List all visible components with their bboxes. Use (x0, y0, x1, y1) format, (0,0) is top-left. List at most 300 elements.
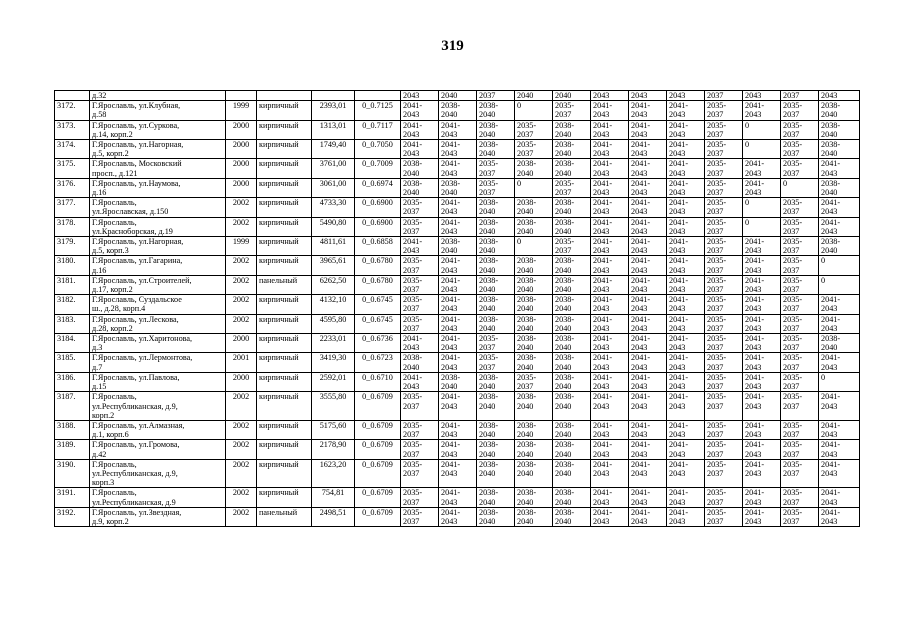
period-cell: 2041- 2043 (591, 237, 629, 256)
table-row (55, 334, 860, 353)
period-cell: 2035- 2037 (553, 101, 591, 120)
period-cell: 2041- 2043 (439, 507, 477, 526)
period-cell: 2035- 2037 (705, 459, 743, 488)
period-cell: 2041- 2043 (743, 178, 781, 197)
wall-material-cell: кирпичный (257, 420, 312, 439)
period-cell: 0 (819, 275, 860, 294)
period-cell: 2041- 2043 (743, 353, 781, 372)
area-cell: 3061,00 (312, 178, 355, 197)
period-cell: 2041- 2043 (629, 488, 667, 507)
address-cell: Г.Ярославль, ул.Республиканская, д.9 (90, 488, 226, 507)
period-cell: 2041- 2043 (629, 256, 667, 275)
period-cell: 2038- 2040 (477, 275, 515, 294)
wall-material-cell: кирпичный (257, 140, 312, 159)
period-cell: 2041- 2043 (439, 159, 477, 178)
period-cell: 2041- 2043 (401, 101, 439, 120)
period-cell: 2043 (401, 91, 439, 101)
year-cell: 2002 (226, 198, 257, 217)
row-number: 3181. (55, 275, 90, 294)
address-cell: Г.Ярославль, ул.Лескова, д.28, корп.2 (90, 314, 226, 333)
period-cell: 0 (743, 217, 781, 236)
index-cell: 0_0.6780 (355, 256, 401, 275)
period-cell: 2041- 2043 (591, 314, 629, 333)
period-cell: 2041- 2043 (629, 295, 667, 314)
period-cell: 2043 (667, 91, 705, 101)
period-cell: 2035- 2037 (401, 198, 439, 217)
table-row (55, 459, 860, 488)
period-cell: 2035- 2037 (515, 372, 553, 391)
row-number: 3183. (55, 314, 90, 333)
index-cell: 0_0.6745 (355, 314, 401, 333)
period-cell: 0 (743, 198, 781, 217)
period-cell: 2043 (629, 91, 667, 101)
area-cell: 2592,01 (312, 372, 355, 391)
index-cell: 0_0.6709 (355, 488, 401, 507)
period-cell: 2035- 2037 (477, 353, 515, 372)
address-cell: Г.Ярославль, ул.Наумова, д.16 (90, 178, 226, 197)
period-cell: 2041- 2043 (591, 392, 629, 421)
row-number: 3180. (55, 256, 90, 275)
period-cell: 2041- 2043 (819, 198, 860, 217)
period-cell: 2041- 2043 (667, 159, 705, 178)
table-row (55, 392, 860, 421)
period-cell: 2041- 2043 (743, 314, 781, 333)
period-cell: 2043 (591, 91, 629, 101)
address-cell: Г.Ярославль, ул.Лермонтова, д.7 (90, 353, 226, 372)
row-number: 3178. (55, 217, 90, 236)
year-cell: 2002 (226, 256, 257, 275)
area-cell: 2178,90 (312, 440, 355, 459)
period-cell: 2041- 2043 (667, 120, 705, 139)
period-cell: 2041- 2043 (743, 159, 781, 178)
period-cell: 2035- 2037 (705, 275, 743, 294)
period-cell: 2037 (781, 91, 819, 101)
period-cell: 2035- 2037 (705, 140, 743, 159)
period-cell: 2035- 2037 (781, 392, 819, 421)
area-cell: 5175,60 (312, 420, 355, 439)
period-cell: 2035- 2037 (401, 295, 439, 314)
table-row (55, 217, 860, 236)
period-cell: 2035- 2037 (781, 256, 819, 275)
period-cell: 2041- 2043 (629, 237, 667, 256)
period-cell: 2035- 2037 (401, 488, 439, 507)
wall-material-cell: кирпичный (257, 372, 312, 391)
period-cell: 2040 (553, 91, 591, 101)
row-number: 3189. (55, 440, 90, 459)
period-cell: 2041- 2043 (743, 237, 781, 256)
year-cell: 2000 (226, 120, 257, 139)
period-cell: 2035- 2037 (705, 488, 743, 507)
period-cell: 0 (743, 120, 781, 139)
period-cell: 2038- 2040 (515, 507, 553, 526)
period-cell: 2035- 2037 (477, 159, 515, 178)
index-cell: 0_0.6709 (355, 392, 401, 421)
period-cell: 2041- 2043 (439, 420, 477, 439)
period-cell: 2041- 2043 (591, 488, 629, 507)
index-cell: 0_0.6900 (355, 198, 401, 217)
period-cell: 2041- 2043 (591, 101, 629, 120)
period-cell: 2041- 2043 (743, 101, 781, 120)
wall-material-cell (257, 91, 312, 101)
row-number: 3191. (55, 488, 90, 507)
period-cell: 2038- 2040 (553, 256, 591, 275)
address-cell: Г.Ярославль, ул.Харитонова, д.3 (90, 334, 226, 353)
period-cell: 2043 (819, 91, 860, 101)
period-cell: 2038- 2040 (553, 159, 591, 178)
address-cell: Г.Ярославль, ул.Нагорная, д.5, корп.3 (90, 237, 226, 256)
row-number: 3192. (55, 507, 90, 526)
year-cell: 2000 (226, 140, 257, 159)
year-cell: 2000 (226, 334, 257, 353)
period-cell: 2038- 2040 (477, 120, 515, 139)
row-number: 3188. (55, 420, 90, 439)
period-cell: 2041- 2043 (591, 420, 629, 439)
period-cell: 2038- 2040 (477, 295, 515, 314)
year-cell: 1999 (226, 237, 257, 256)
row-number: 3174. (55, 140, 90, 159)
period-cell: 2041- 2043 (629, 459, 667, 488)
index-cell: 0_0.6736 (355, 334, 401, 353)
period-cell: 2035- 2037 (515, 120, 553, 139)
year-cell: 2002 (226, 275, 257, 294)
area-cell: 1623,20 (312, 459, 355, 488)
period-cell: 0 (515, 101, 553, 120)
period-cell: 2035- 2037 (781, 140, 819, 159)
period-cell: 2038- 2040 (477, 217, 515, 236)
index-cell: 0_0.6709 (355, 440, 401, 459)
period-cell: 2041- 2043 (667, 101, 705, 120)
period-cell: 2038- 2040 (515, 488, 553, 507)
wall-material-cell: кирпичный (257, 459, 312, 488)
period-cell: 2035- 2037 (781, 314, 819, 333)
address-cell: Г.Ярославль, ул.Алмазная, д.1, корп.6 (90, 420, 226, 439)
period-cell: 2040 (439, 91, 477, 101)
housing-register-table (54, 90, 860, 527)
period-cell: 2038- 2040 (477, 314, 515, 333)
period-cell: 2035- 2037 (477, 334, 515, 353)
period-cell: 2041- 2043 (819, 295, 860, 314)
year-cell: 2002 (226, 295, 257, 314)
wall-material-cell: кирпичный (257, 101, 312, 120)
period-cell: 2035- 2037 (705, 507, 743, 526)
period-cell: 2038- 2040 (553, 314, 591, 333)
period-cell: 2041- 2043 (439, 140, 477, 159)
period-cell: 2041- 2043 (819, 488, 860, 507)
period-cell: 2041- 2043 (667, 314, 705, 333)
address-cell: Г.Ярославль, ул.Павлова, д.15 (90, 372, 226, 391)
address-cell: Г.Ярославль, ул.Республиканская, д.9, корп.3 (90, 459, 226, 488)
index-cell: 0_0.6745 (355, 295, 401, 314)
period-cell: 2038- 2040 (477, 507, 515, 526)
period-cell: 2038- 2040 (553, 507, 591, 526)
area-cell: 4733,30 (312, 198, 355, 217)
period-cell: 2041- 2043 (591, 440, 629, 459)
table-row (55, 314, 860, 333)
period-cell: 2041- 2043 (743, 507, 781, 526)
table-row (55, 372, 860, 391)
period-cell: 2038- 2040 (401, 159, 439, 178)
wall-material-cell: панельный (257, 275, 312, 294)
year-cell (226, 91, 257, 101)
area-cell: 3555,80 (312, 392, 355, 421)
period-cell: 2035- 2037 (401, 392, 439, 421)
table-row (55, 256, 860, 275)
period-cell: 2035- 2037 (781, 198, 819, 217)
period-cell: 2038- 2040 (515, 392, 553, 421)
table-row (55, 488, 860, 507)
period-cell: 2041- 2043 (667, 237, 705, 256)
index-cell (355, 91, 401, 101)
index-cell: 0_0.7050 (355, 140, 401, 159)
period-cell: 2041- 2043 (439, 217, 477, 236)
period-cell: 2041- 2043 (743, 295, 781, 314)
period-cell: 2041- 2043 (439, 275, 477, 294)
index-cell: 0_0.6780 (355, 275, 401, 294)
area-cell (312, 91, 355, 101)
area-cell: 3419,30 (312, 353, 355, 372)
period-cell: 2038- 2040 (515, 159, 553, 178)
wall-material-cell: кирпичный (257, 295, 312, 314)
period-cell: 2038- 2040 (515, 334, 553, 353)
table-row (55, 237, 860, 256)
table-row (55, 178, 860, 197)
wall-material-cell: кирпичный (257, 488, 312, 507)
period-cell: 2041- 2043 (629, 140, 667, 159)
area-cell: 4595,80 (312, 314, 355, 333)
period-cell: 0 (781, 178, 819, 197)
year-cell: 2002 (226, 392, 257, 421)
period-cell: 2038- 2040 (477, 459, 515, 488)
period-cell: 2038- 2040 (477, 392, 515, 421)
period-cell: 0 (819, 256, 860, 275)
period-cell: 2038- 2040 (553, 295, 591, 314)
period-cell: 2041- 2043 (819, 217, 860, 236)
period-cell: 2041- 2043 (743, 372, 781, 391)
table-row (55, 120, 860, 139)
period-cell: 2035- 2037 (401, 420, 439, 439)
period-cell: 2041- 2043 (591, 178, 629, 197)
period-cell: 2035- 2037 (705, 440, 743, 459)
period-cell: 2041- 2043 (629, 372, 667, 391)
table-row (55, 295, 860, 314)
period-cell: 2041- 2043 (439, 440, 477, 459)
period-cell: 2041- 2043 (439, 198, 477, 217)
period-cell: 2035- 2037 (705, 256, 743, 275)
period-cell: 2035- 2037 (477, 178, 515, 197)
period-cell: 2035- 2037 (781, 440, 819, 459)
period-cell: 2035- 2037 (781, 275, 819, 294)
table-row (55, 159, 860, 178)
period-cell: 2041- 2043 (401, 334, 439, 353)
period-cell: 0 (515, 237, 553, 256)
period-cell: 2041- 2043 (819, 440, 860, 459)
period-cell: 2041- 2043 (667, 198, 705, 217)
year-cell: 2002 (226, 459, 257, 488)
year-cell: 2002 (226, 440, 257, 459)
period-cell: 2041- 2043 (629, 178, 667, 197)
period-cell: 2038- 2040 (515, 275, 553, 294)
period-cell: 2038- 2040 (439, 237, 477, 256)
index-cell: 0_0.6709 (355, 459, 401, 488)
period-cell: 2041- 2043 (591, 159, 629, 178)
period-cell: 2038- 2040 (477, 140, 515, 159)
period-cell: 2035- 2037 (705, 198, 743, 217)
period-cell: 2041- 2043 (439, 334, 477, 353)
period-cell: 2038- 2040 (439, 372, 477, 391)
period-cell: 2041- 2043 (819, 314, 860, 333)
period-cell: 2041- 2043 (629, 440, 667, 459)
year-cell: 2001 (226, 353, 257, 372)
wall-material-cell: кирпичный (257, 334, 312, 353)
period-cell: 2041- 2043 (667, 353, 705, 372)
area-cell: 1749,40 (312, 140, 355, 159)
address-cell: Г.Ярославль, Московский просп., д.121 (90, 159, 226, 178)
period-cell: 2041- 2043 (629, 101, 667, 120)
period-cell: 2035- 2037 (781, 334, 819, 353)
period-cell: 2038- 2040 (819, 120, 860, 139)
period-cell: 2038- 2040 (515, 314, 553, 333)
period-cell: 2041- 2043 (743, 256, 781, 275)
period-cell: 2038- 2040 (439, 101, 477, 120)
period-cell: 2041- 2043 (629, 314, 667, 333)
period-cell: 2041- 2043 (439, 459, 477, 488)
period-cell: 2041- 2043 (591, 334, 629, 353)
index-cell: 0_0.6709 (355, 507, 401, 526)
period-cell: 2041- 2043 (667, 507, 705, 526)
period-cell: 2041- 2043 (591, 372, 629, 391)
row-number: 3175. (55, 159, 90, 178)
wall-material-cell: панельный (257, 507, 312, 526)
period-cell: 2035- 2037 (781, 420, 819, 439)
period-cell: 2041- 2043 (629, 120, 667, 139)
period-cell: 2035- 2037 (401, 314, 439, 333)
period-cell: 2041- 2043 (667, 392, 705, 421)
year-cell: 2000 (226, 372, 257, 391)
period-cell: 2035- 2037 (705, 237, 743, 256)
index-cell: 0_0.7117 (355, 120, 401, 139)
period-cell: 2041- 2043 (629, 198, 667, 217)
address-cell: Г.Ярославль, ул.Республиканская, д.9, корп.2 (90, 392, 226, 421)
period-cell: 2041- 2043 (667, 372, 705, 391)
period-cell: 2041- 2043 (591, 275, 629, 294)
table-body (55, 91, 860, 527)
period-cell: 2038- 2040 (477, 237, 515, 256)
period-cell: 2035- 2037 (401, 256, 439, 275)
period-cell: 2041- 2043 (743, 420, 781, 439)
period-cell: 2041- 2043 (667, 295, 705, 314)
period-cell: 2041- 2043 (743, 392, 781, 421)
period-cell: 2041- 2043 (743, 275, 781, 294)
area-cell: 4811,61 (312, 237, 355, 256)
index-cell: 0_0.6974 (355, 178, 401, 197)
period-cell: 2035- 2037 (705, 178, 743, 197)
area-cell: 754,81 (312, 488, 355, 507)
period-cell: 2041- 2043 (439, 488, 477, 507)
period-cell: 2035- 2037 (705, 314, 743, 333)
wall-material-cell: кирпичный (257, 159, 312, 178)
period-cell: 2038- 2040 (477, 440, 515, 459)
wall-material-cell: кирпичный (257, 198, 312, 217)
wall-material-cell: кирпичный (257, 392, 312, 421)
table-row (55, 440, 860, 459)
row-number: 3185. (55, 353, 90, 372)
period-cell: 2041- 2043 (439, 295, 477, 314)
period-cell: 2041- 2043 (667, 488, 705, 507)
period-cell: 2035- 2037 (781, 120, 819, 139)
period-cell: 2038- 2040 (401, 353, 439, 372)
address-cell: Г.Ярославль, ул.Суркова, д.14, корп.2 (90, 120, 226, 139)
period-cell: 2035- 2037 (553, 237, 591, 256)
row-number: 3187. (55, 392, 90, 421)
area-cell: 2233,01 (312, 334, 355, 353)
period-cell: 2038- 2040 (819, 178, 860, 197)
address-cell: Г.Ярославль, ул.Громова, д.42 (90, 440, 226, 459)
period-cell: 2041- 2043 (629, 159, 667, 178)
period-cell: 2041- 2043 (667, 256, 705, 275)
period-cell: 2041- 2043 (629, 507, 667, 526)
period-cell: 2035- 2037 (705, 120, 743, 139)
period-cell: 2041- 2043 (439, 256, 477, 275)
period-cell: 2035- 2037 (781, 101, 819, 120)
period-cell: 2035- 2037 (705, 392, 743, 421)
period-cell: 2038- 2040 (401, 178, 439, 197)
index-cell: 0_0.6709 (355, 420, 401, 439)
period-cell: 2038- 2040 (477, 198, 515, 217)
area-cell: 2393,01 (312, 101, 355, 120)
page-number: 319 (441, 38, 464, 54)
row-number: 3184. (55, 334, 90, 353)
year-cell: 1999 (226, 101, 257, 120)
year-cell: 2002 (226, 217, 257, 236)
index-cell: 0_0.7009 (355, 159, 401, 178)
row-number: 3179. (55, 237, 90, 256)
period-cell: 2041- 2043 (819, 459, 860, 488)
period-cell: 2041- 2043 (629, 275, 667, 294)
period-cell: 2035- 2037 (705, 334, 743, 353)
period-cell: 2041- 2043 (667, 440, 705, 459)
period-cell: 2035- 2037 (781, 459, 819, 488)
address-cell: Г.Ярославль, ул.Нагорная, д.5, корп.2 (90, 140, 226, 159)
area-cell: 3965,61 (312, 256, 355, 275)
row-number: 3177. (55, 198, 90, 217)
row-number: 3186. (55, 372, 90, 391)
period-cell: 2041- 2043 (591, 256, 629, 275)
period-cell: 2041- 2043 (591, 120, 629, 139)
row-number: 3190. (55, 459, 90, 488)
period-cell: 2038- 2040 (477, 488, 515, 507)
period-cell: 2041- 2043 (819, 159, 860, 178)
table-row (55, 353, 860, 372)
period-cell: 2038- 2040 (553, 275, 591, 294)
period-cell: 2038- 2040 (515, 256, 553, 275)
period-cell: 2041- 2043 (819, 353, 860, 372)
period-cell: 2038- 2040 (477, 372, 515, 391)
period-cell: 2041- 2043 (591, 140, 629, 159)
index-cell: 0_0.7125 (355, 101, 401, 120)
table-row (55, 101, 860, 120)
period-cell: 2035- 2037 (401, 507, 439, 526)
wall-material-cell: кирпичный (257, 314, 312, 333)
wall-material-cell: кирпичный (257, 353, 312, 372)
period-cell: 2041- 2043 (667, 275, 705, 294)
address-cell: Г.Ярославль, ул.Строителей, д.17, корп.2 (90, 275, 226, 294)
period-cell: 2041- 2043 (743, 488, 781, 507)
period-cell: 2038- 2040 (553, 392, 591, 421)
period-cell: 2041- 2043 (667, 217, 705, 236)
period-cell: 2038- 2040 (515, 440, 553, 459)
period-cell: 2041- 2043 (401, 237, 439, 256)
row-number: 3173. (55, 120, 90, 139)
